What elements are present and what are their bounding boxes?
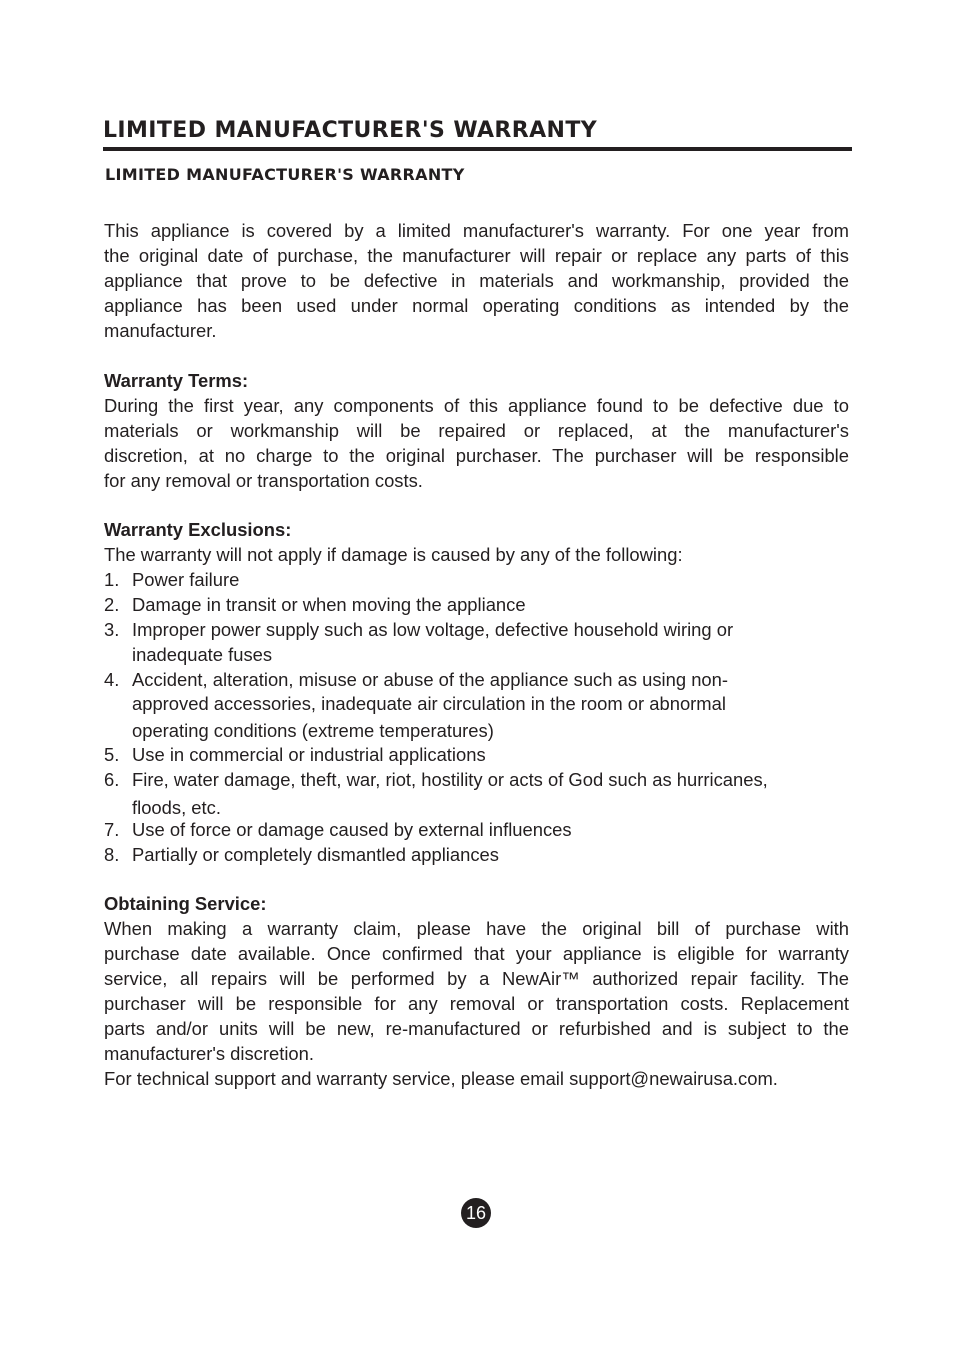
- list-number: 6.: [104, 769, 120, 790]
- list-number: 5.: [104, 744, 120, 765]
- service-heading: Obtaining Service:: [104, 893, 267, 914]
- list-text-continued: approved accessories, inadequate air circulation in the room or abnormal: [132, 693, 726, 714]
- intro-line: the original date of purchase, the manufacturer will repair or replace any parts of this: [104, 245, 849, 266]
- intro-line: appliance has been used under normal operating conditions as intended by the: [104, 295, 849, 316]
- list-text: Partially or completely dismantled appliances: [132, 844, 499, 865]
- list-text: Accident, alteration, misuse or abuse of the appliance such as using non-: [132, 669, 729, 690]
- list-text-continued: floods, etc.: [132, 797, 221, 818]
- list-text-continued: inadequate fuses: [132, 644, 273, 665]
- exclusions-heading: Warranty Exclusions:: [104, 519, 292, 540]
- service-line: When making a warranty claim, please have the original bill of purchase with: [104, 918, 849, 939]
- page-title: LIMITED MANUFACTURER'S WARRANTY: [103, 118, 598, 143]
- list-text: Fire, water damage, theft, war, riot, hostility or acts of God such as hurricanes,: [132, 769, 768, 790]
- list-item: [104, 767, 768, 792]
- list-text: Use of force or damage caused by external influences: [132, 819, 572, 840]
- list-item: [104, 592, 526, 617]
- terms-line: materials or workmanship will be repaired or replaced, at the manufacturer's: [104, 420, 849, 441]
- service-line: purchaser will be responsible for any removal or transportation costs. Replacement: [104, 993, 849, 1014]
- list-number: 2.: [104, 594, 120, 615]
- section-title: LIMITED MANUFACTURER'S WARRANTY: [105, 165, 465, 184]
- page-number: 16: [461, 1198, 491, 1228]
- list-number: 7.: [104, 819, 120, 840]
- list-text-continued: operating conditions (extreme temperatures): [132, 720, 494, 741]
- list-item: [104, 742, 486, 767]
- service-line: parts and/or units will be new, re-manufactured or refurbished and is subject to the: [104, 1018, 849, 1039]
- list-number: 4.: [104, 669, 120, 690]
- support-contact: For technical support and warranty service, please email support@newairusa.com.: [104, 1068, 778, 1089]
- list-item: [104, 667, 728, 692]
- list-text: Use in commercial or industrial applications: [132, 744, 486, 765]
- exclusions-intro: The warranty will not apply if damage is caused by any of the following:: [104, 544, 683, 565]
- title-underline: [103, 147, 852, 151]
- service-line: service, all repairs will be performed by a NewAir™ authorized repair facility. The: [104, 968, 849, 989]
- service-line: purchase date available. Once confirmed that your appliance is eligible for warranty: [104, 943, 849, 964]
- list-text: Improper power supply such as low voltage, defective household wiring or: [132, 619, 734, 640]
- intro-line: appliance that prove to be defective in materials and workmanship, provided the: [104, 270, 849, 291]
- list-item: [104, 842, 499, 867]
- list-item: [104, 817, 572, 842]
- list-item: [104, 567, 239, 592]
- list-text: Power failure: [132, 569, 240, 590]
- list-text: Damage in transit or when moving the appliance: [132, 594, 526, 615]
- list-number: 3.: [104, 619, 120, 640]
- intro-line: manufacturer.: [104, 320, 217, 341]
- terms-line: During the first year, any components of this appliance found to be defective due to: [104, 395, 849, 416]
- terms-line: for any removal or transportation costs.: [104, 470, 423, 491]
- service-line: manufacturer's discretion.: [104, 1043, 314, 1064]
- intro-line: This appliance is covered by a limited manufacturer's warranty. For one year from: [104, 220, 849, 241]
- list-number: 1.: [104, 569, 120, 590]
- terms-heading: Warranty Terms:: [104, 370, 249, 391]
- list-number: 8.: [104, 844, 120, 865]
- list-item: [104, 617, 733, 642]
- terms-line: discretion, at no charge to the original purchaser. The purchaser will be responsible: [104, 445, 849, 466]
